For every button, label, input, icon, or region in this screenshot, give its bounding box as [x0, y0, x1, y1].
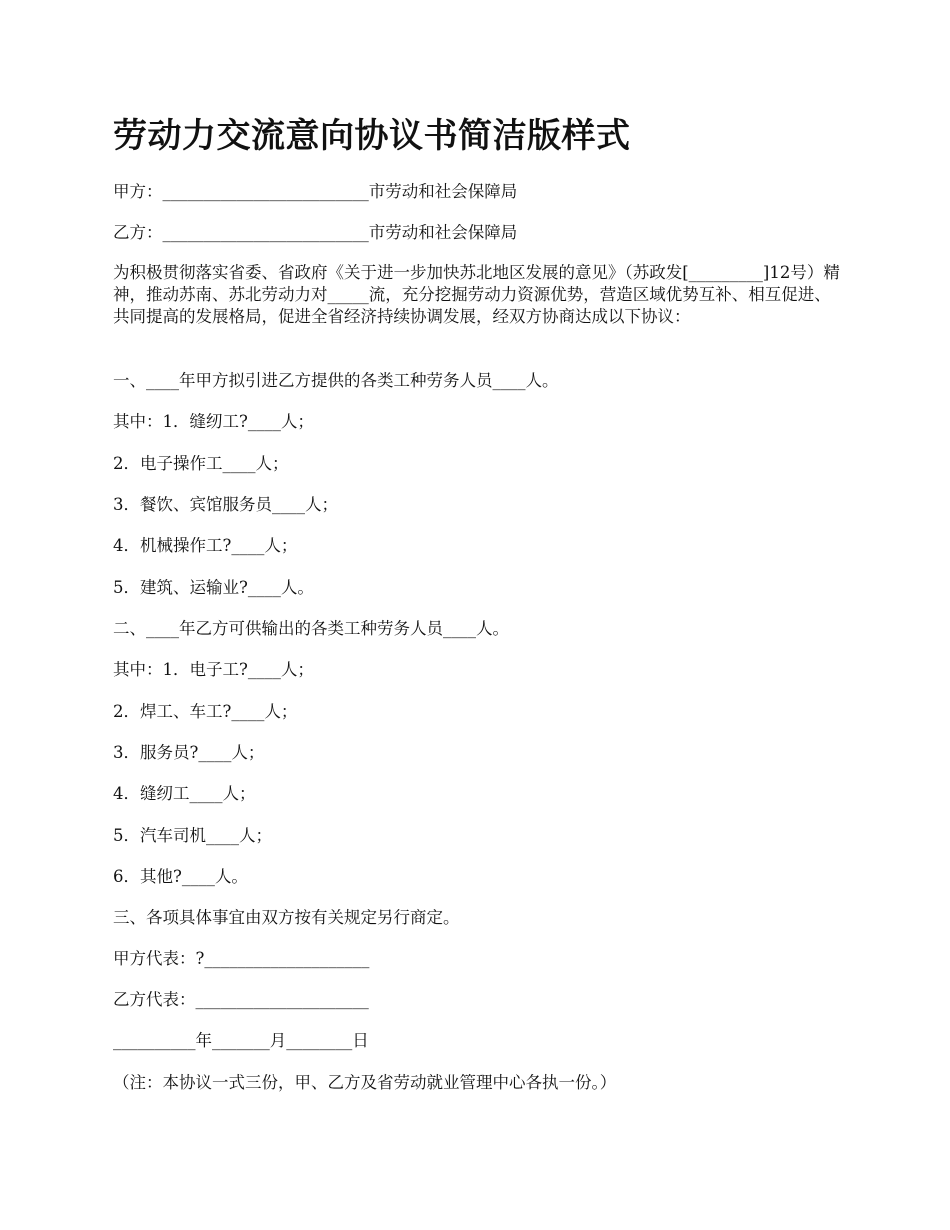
section-2-item: 其中：1．电子工?____人；	[113, 660, 314, 679]
party-a-line: 甲方：_________________________市劳动和社会保障局	[113, 182, 518, 201]
section-1-item: 其中：1．缝纫工?____人；	[113, 412, 314, 431]
section-2-item: 6．其他?____人。	[113, 867, 248, 886]
section-2-item: 4．缝纫工____人；	[113, 784, 256, 803]
party-b-line: 乙方：_________________________市劳动和社会保障局	[113, 223, 518, 242]
signing-date: __________年_______月________日	[113, 1031, 369, 1050]
footnote: （注：本协议一式三份，甲、乙方及省劳动就业管理中心各执一份。）	[113, 1073, 617, 1092]
section-2-item: 5．汽车司机____人；	[113, 826, 272, 845]
document-title: 劳动力交流意向协议书简洁版样式	[113, 116, 631, 156]
section-1-item: 4．机械操作工?____人；	[113, 536, 298, 555]
section-1-item: 5．建筑、运输业?____人。	[113, 578, 314, 597]
section-2-heading: 二、____年乙方可供输出的各类工种劳务人员____人。	[113, 619, 509, 638]
section-1-heading: 一、____年甲方拟引进乙方提供的各类工种劳务人员____人。	[113, 371, 559, 390]
section-2-item: 2．焊工、车工?____人；	[113, 702, 298, 721]
section-3-line: 三、各项具体事宜由双方按有关规定另行商定。	[113, 908, 460, 927]
section-2-item: 3．服务员?____人；	[113, 743, 265, 762]
party-a-representative: 甲方代表：?____________________	[113, 949, 370, 968]
party-b-representative: 乙方代表：_____________________	[113, 990, 369, 1009]
section-1-item: 3．餐饮、宾馆服务员____人；	[113, 495, 338, 514]
section-1-item: 2．电子操作工____人；	[113, 454, 289, 473]
intro-paragraph: 为积极贯彻落实省委、省政府《关于进一步加快苏北地区发展的意见》（苏政发[_________]12号）精神，推动苏南、苏北劳动力对_____流，充分挖掘劳动力资源优势，营造区域优势互补、相互促进、共同提高的发展格局，促进全省经济持续协调发展，经双方协商达成以下协议：	[113, 263, 840, 326]
